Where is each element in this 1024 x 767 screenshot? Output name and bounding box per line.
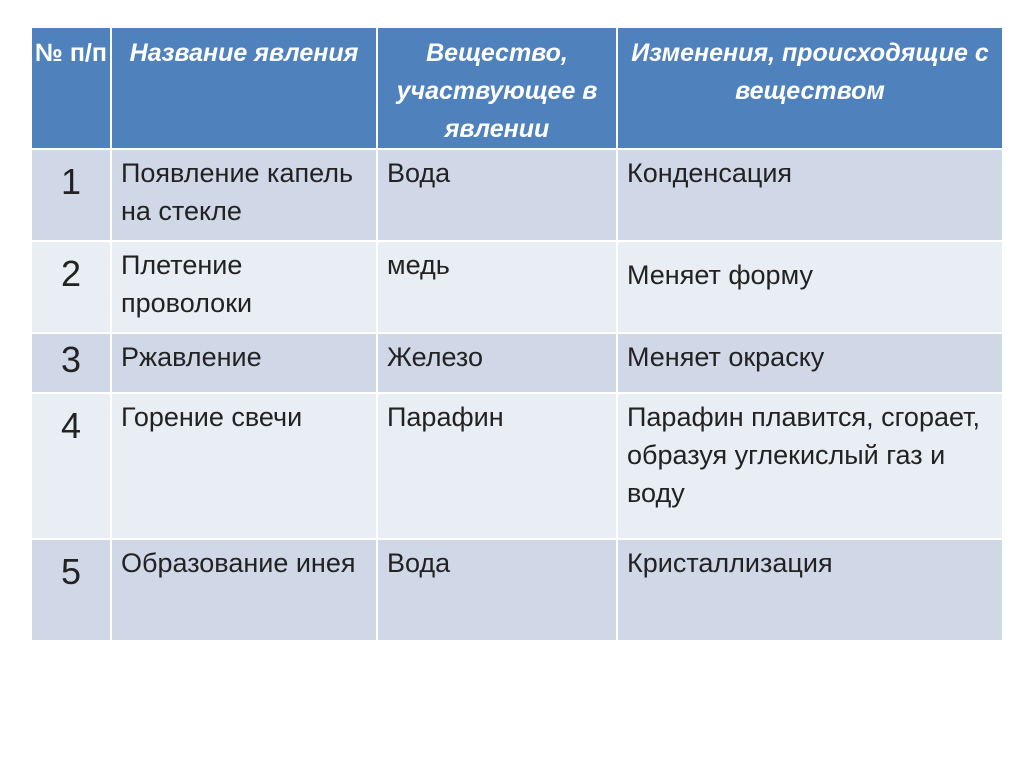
row-change <box>617 539 1003 641</box>
header-row <box>31 27 1003 149</box>
row-number: 5 <box>31 539 111 641</box>
row-change <box>617 393 1003 539</box>
cell-text: Кристаллизация <box>627 548 833 578</box>
cell-text: Горение свечи <box>121 402 303 432</box>
header-substance: Вещество, участвующее в явлении <box>377 27 617 149</box>
row-substance <box>377 539 617 641</box>
row-change <box>617 333 1003 393</box>
header-change: Изменения, происходящие с веществом <box>617 27 1003 149</box>
row-substance <box>377 393 617 539</box>
row-change <box>617 241 1003 333</box>
cell-text: Ржавление <box>121 342 262 372</box>
table-row <box>31 241 1003 333</box>
row-phenomenon <box>111 333 377 393</box>
row-phenomenon <box>111 149 377 241</box>
row-phenomenon <box>111 393 377 539</box>
phenomena-table <box>30 26 1004 642</box>
cell-text: Вода <box>387 158 451 188</box>
row-substance <box>377 333 617 393</box>
cell-text: медь <box>387 250 450 280</box>
header-number: № п/п <box>31 27 111 149</box>
cell-text: Меняет окраску <box>627 342 825 372</box>
cell-text: Вода <box>387 548 451 578</box>
table-row <box>31 333 1003 393</box>
row-phenomenon <box>111 539 377 641</box>
row-number: 2 <box>31 241 111 333</box>
row-number: 4 <box>31 393 111 539</box>
cell-text: Появление капель на стекле <box>121 158 354 226</box>
row-substance <box>377 149 617 241</box>
row-phenomenon <box>111 241 377 333</box>
cell-text: Парафин плавится, сгорает, образуя углекислый газ и воду <box>627 402 980 508</box>
row-change <box>617 149 1003 241</box>
row-number: 1 <box>31 149 111 241</box>
cell-text: Меняет форму <box>627 260 813 290</box>
cell-text: Образование инея <box>121 548 356 578</box>
cell-text: Конденсация <box>627 158 793 188</box>
table-row <box>31 539 1003 641</box>
cell-text: Плетение проволоки <box>121 250 253 318</box>
row-number: 3 <box>31 333 111 393</box>
cell-text: Железо <box>387 342 483 372</box>
table-row <box>31 149 1003 241</box>
header-phenomenon: Название явления <box>111 27 377 149</box>
row-substance <box>377 241 617 333</box>
cell-text: Парафин <box>387 402 504 432</box>
table-row <box>31 393 1003 539</box>
